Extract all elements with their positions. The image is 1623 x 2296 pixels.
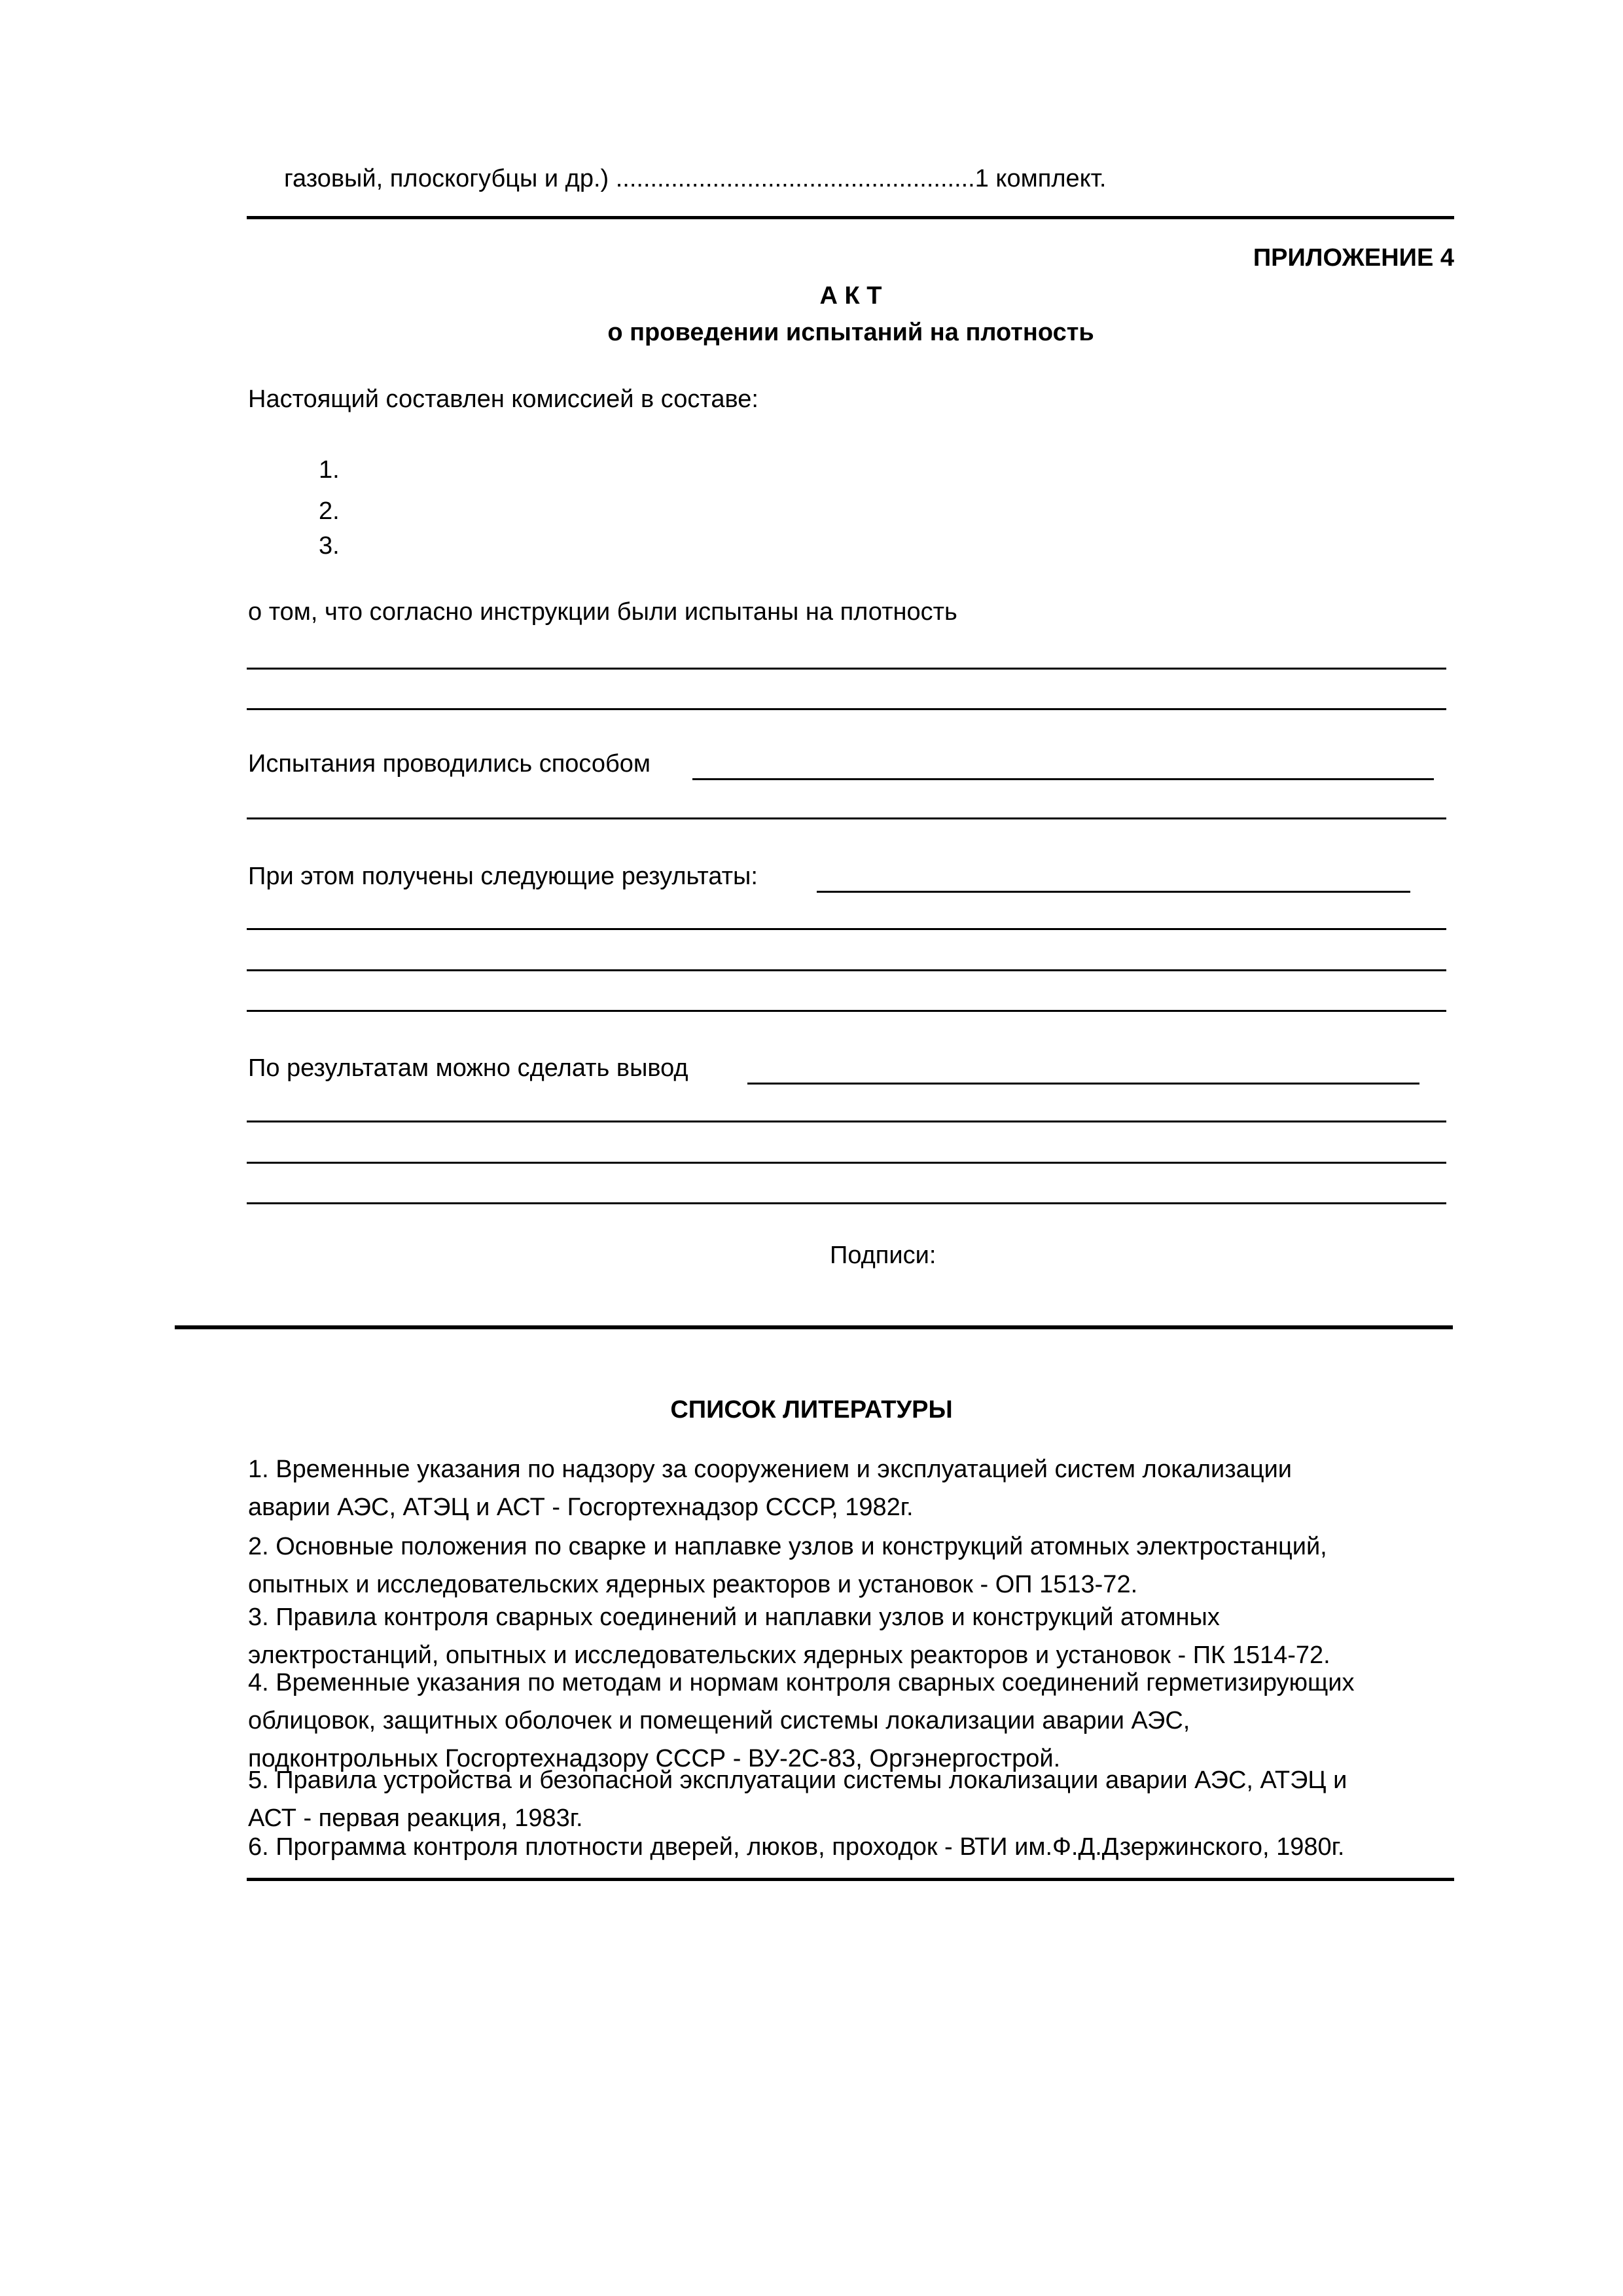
act-subtitle: о проведении испытаний на плотность <box>607 319 1094 346</box>
previous-section-line: газовый, плоскогубцы и др.) ....................................................1 комплект. <box>284 165 1107 192</box>
reference-item-2 <box>248 1528 1478 1604</box>
reference-6-line-1: 6. Программа контроля плотности дверей, люков, проходок - ВТИ им.Ф.Д.Дзержинского, 1980г. <box>248 1833 1345 1861</box>
conclusion-blank-1[interactable] <box>747 1083 1419 1085</box>
reference-item-3 <box>248 1598 1478 1674</box>
conclusion-label: По результатам можно сделать вывод <box>248 1054 688 1082</box>
tested-objects-label: о том, что согласно инструкции были испытаны на плотность <box>248 598 957 626</box>
reference-3-line-1: 3. Правила контроля сварных соединений и наплавки узлов и конструкций атомных <box>248 1604 1220 1631</box>
reference-5-line-1: 5. Правила устройства и безопасной эксплуатации системы локализации аварии АЭС, АТЭЦ и <box>248 1767 1347 1794</box>
reference-4-line-2: облицовок, защитных оболочек и помещений системы локализации аварии АЭС, <box>248 1707 1190 1734</box>
reference-item-1 <box>248 1450 1478 1526</box>
results-label: При этом получены следующие результаты: <box>248 863 758 890</box>
section-divider-top <box>247 216 1454 219</box>
commission-member-1: 1. <box>319 456 340 484</box>
test-method-blank-1[interactable] <box>692 778 1434 780</box>
reference-3-line-2: электростанций, опытных и исследовательских ядерных реакторов и установок - ПК 1514-72. <box>248 1641 1330 1669</box>
reference-item-5 <box>248 1761 1478 1837</box>
reference-4-line-3: подконтрольных Госгортехнадзору СССР - ВУ-2С-83, Оргэнергострой. <box>248 1745 1061 1772</box>
reference-item-4 <box>248 1664 1478 1778</box>
section-divider-bottom <box>247 1878 1454 1881</box>
commission-member-2: 2. <box>319 497 340 525</box>
section-divider-middle <box>175 1325 1453 1329</box>
conclusion-blank-3[interactable] <box>247 1162 1446 1164</box>
reference-2-line-2: опытных и исследовательских ядерных реакторов и установок - ОП 1513-72. <box>248 1571 1138 1598</box>
reference-4-line-1: 4. Временные указания по методам и нормам контроля сварных соединений герметизирующих <box>248 1669 1355 1696</box>
reference-1-line-1: 1. Временные указания по надзору за сооружением и эксплуатацией систем локализации <box>248 1456 1293 1483</box>
act-title: А К Т <box>819 282 882 310</box>
tested-objects-blank-1[interactable] <box>247 668 1446 670</box>
conclusion-blank-4[interactable] <box>247 1202 1446 1204</box>
reference-5-line-2: АСТ - первая реакция, 1983г. <box>248 1804 583 1832</box>
tested-objects-blank-2[interactable] <box>247 708 1446 710</box>
conclusion-blank-2[interactable] <box>247 1121 1446 1122</box>
reference-1-line-2: аварии АЭС, АТЭЦ и АСТ - Госгортехнадзор СССР, 1982г. <box>248 1494 914 1521</box>
results-blank-4[interactable] <box>247 1010 1446 1012</box>
test-method-label: Испытания проводились способом <box>248 750 651 778</box>
reference-item-6 <box>248 1828 1478 1866</box>
commission-member-3: 3. <box>319 532 340 560</box>
results-blank-2[interactable] <box>247 928 1446 930</box>
commission-intro: Настоящий составлен комиссией в составе: <box>248 386 758 413</box>
signatures-label: Подписи: <box>830 1242 936 1269</box>
reference-2-line-1: 2. Основные положения по сварке и наплавке узлов и конструкций атомных электростанций, <box>248 1533 1327 1560</box>
test-method-blank-2[interactable] <box>247 817 1446 819</box>
results-blank-1[interactable] <box>817 891 1410 893</box>
results-blank-3[interactable] <box>247 969 1446 971</box>
references-heading: СПИСОК ЛИТЕРАТУРЫ <box>670 1396 953 1424</box>
appendix-label: ПРИЛОЖЕНИЕ 4 <box>1253 244 1454 272</box>
